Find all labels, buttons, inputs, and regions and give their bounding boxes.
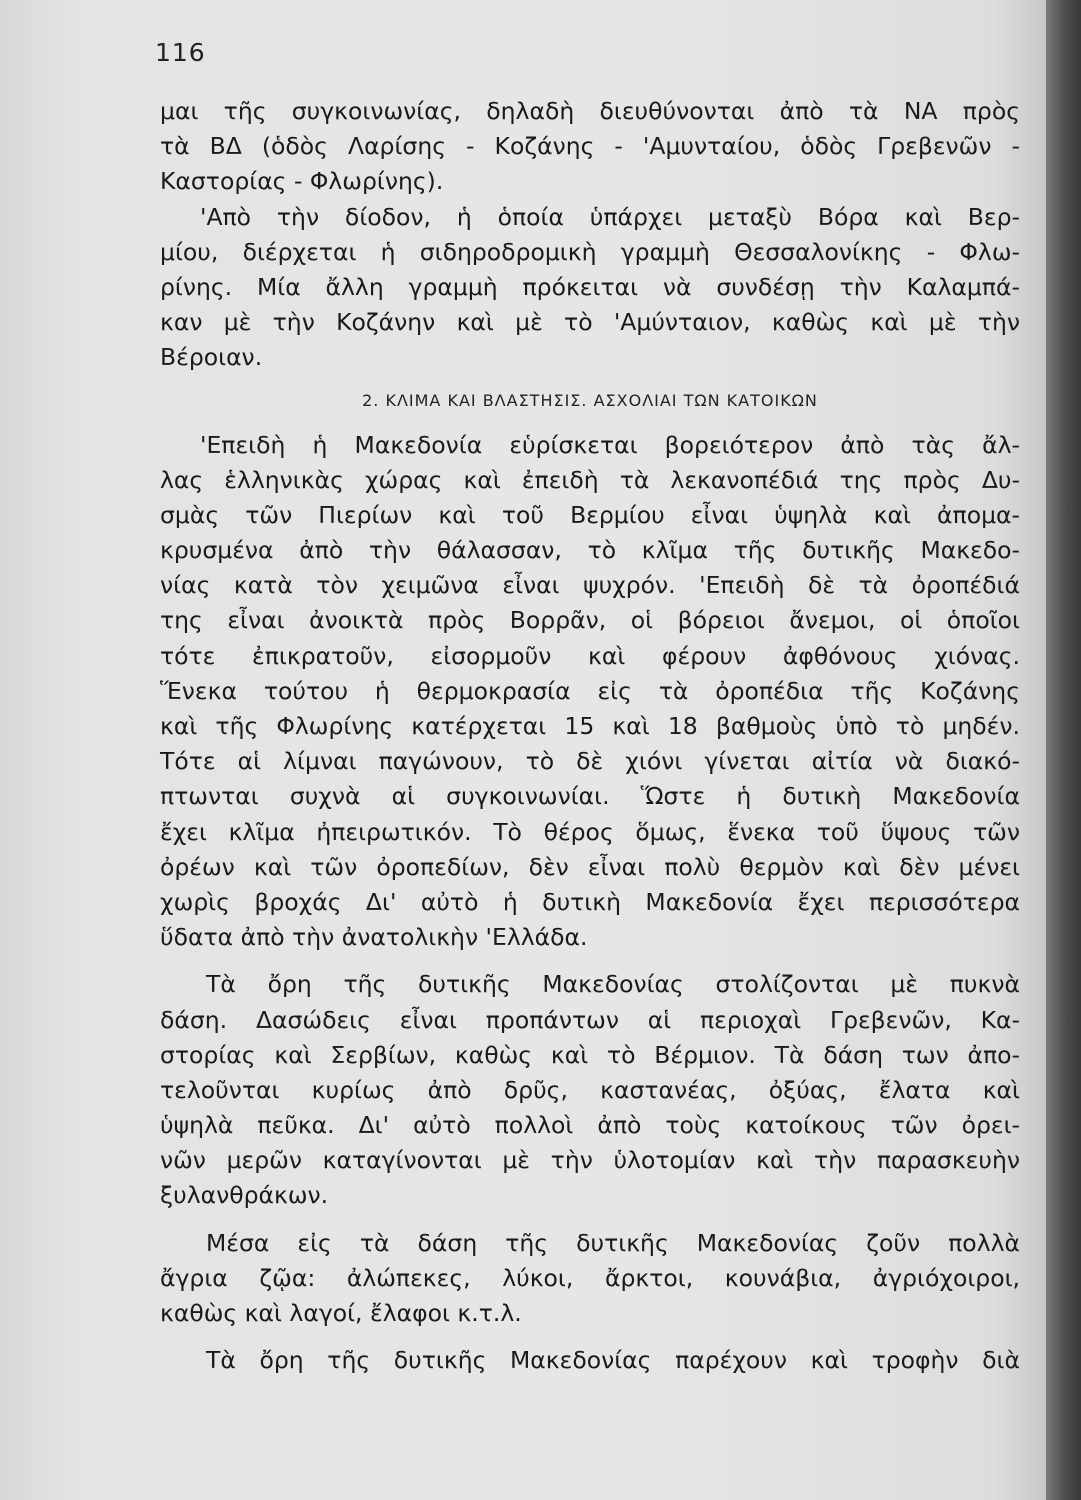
text-line: ὑψηλὰ πεῦκα. Δι' αὐτὸ πολλοὶ ἀπὸ τοὺς κατοίκους τῶν ὀρει- bbox=[160, 1111, 1020, 1140]
page-edge-shadow bbox=[1046, 0, 1081, 1500]
text-line: καν μὲ τὴν Κοζάνην καὶ μὲ τὸ 'Αμύνταιον, καθὼς καὶ μὲ τὴν bbox=[160, 308, 1020, 337]
text-line: καθὼς καὶ λαγοί, ἔλαφοι κ.τ.λ. bbox=[160, 1299, 522, 1327]
text-line: μαι τῆς συγκοινωνίας, δηλαδὴ διευθύνονται ἀπὸ τὰ ΝΑ πρὸς bbox=[160, 97, 1020, 125]
text-line: νίας κατὰ τὸν χειμῶνα εἶναι ψυχρόν. 'Επειδὴ δὲ τὰ ὀροπέδιά bbox=[160, 571, 1020, 600]
text-line: 'Απὸ τὴν δίοδον, ἡ ὁποία ὑπάρχει μεταξὺ Βόρα καὶ Βερ- bbox=[200, 202, 1020, 231]
text-line: Τότε αἱ λίμναι παγώνουν, τὸ δὲ χιόνι γίνεται αἰτία νὰ διακό- bbox=[160, 747, 1020, 776]
text-line: νῶν μερῶν καταγίνονται μὲ τὴν ὑλοτομίαν καὶ τὴν παρασκευὴν bbox=[160, 1146, 1020, 1175]
text-line: τελοῦνται κυρίως ἀπὸ δρῦς, καστανέας, ὀξύας, ἔλατα καὶ bbox=[160, 1075, 1020, 1104]
text-line: ρίνης. Μία ἄλλη γραμμὴ πρόκειται νὰ συνδέσῃ τὴν Καλαμπά- bbox=[160, 272, 1020, 301]
page-number: 116 bbox=[155, 38, 206, 67]
text-line: μίου, διέρχεται ἡ σιδηροδρομικὴ γραμμὴ Θεσσαλονίκης - Φλω- bbox=[160, 237, 1020, 266]
text-line: Τὰ ὄρη τῆς δυτικῆς Μακεδονίας στολίζονται μὲ πυκνὰ bbox=[206, 970, 1020, 999]
text-line: στορίας καὶ Σερβίων, καθὼς καὶ τὸ Βέρμιον. Τὰ δάση των ἀπο- bbox=[160, 1040, 1020, 1069]
text-line: Βέροιαν. bbox=[160, 343, 263, 372]
text-line: ἄγρια ζῷα: ἀλώπεκες, λύκοι, ἄρκτοι, κουνάβια, ἀγριόχοιροι, bbox=[160, 1263, 1020, 1292]
animals-paragraph bbox=[160, 1226, 1020, 1332]
text-line: της εἶναι ἀνοικτὰ πρὸς Βορρᾶν, οἱ βόρειοι ἄνεμοι, οἱ ὁποῖοι bbox=[160, 606, 1020, 635]
text-line: ὀρέων καὶ τῶν ὀροπεδίων, δὲν εἶναι πολὺ θερμὸν καὶ δὲν μένει bbox=[160, 852, 1020, 881]
text-line: τὰ ΒΔ (ὁδὸς Λαρίσης - Κοζάνης - 'Αμυνταίου, ὁδὸς Γρεβενῶν - bbox=[160, 132, 1020, 161]
text-line: Καστορίας - Φλωρίνης). bbox=[160, 167, 444, 196]
text-line: πτωνται συχνὰ αἱ συγκοινωνίαι. Ὥστε ἡ δυτικὴ Μακεδονία bbox=[160, 782, 1020, 811]
text-line: Τὰ ὄρη τῆς δυτικῆς Μακεδονίας παρέχουν καὶ τροφὴν διὰ bbox=[206, 1346, 1020, 1375]
text-line: δάση. Δασώδεις εἶναι προπάντων αἱ περιοχαὶ Γρεβενῶν, Κα- bbox=[160, 1005, 1020, 1034]
text-line: ἔχει κλῖμα ἠπειρωτικόν. Τὸ θέρος ὅμως, ἕνεκα τοῦ ὕψους τῶν bbox=[160, 817, 1020, 846]
text-line: Ἕνεκα τούτου ἡ θερμοκρασία εἰς τὰ ὀροπέδια τῆς Κοζάνης bbox=[160, 676, 1020, 705]
text-line: τότε ἐπικρατοῦν, εἰσορμοῦν καὶ φέρουν ἀφθόνους χιόνας. bbox=[160, 641, 1020, 670]
text-line: ὕδατα ἀπὸ τὴν ἀνατολικὴν 'Ελλάδα. bbox=[160, 923, 588, 952]
text-line: ξυλανθράκων. bbox=[160, 1181, 329, 1210]
forests-paragraph bbox=[160, 967, 1020, 1213]
climate-paragraph bbox=[160, 428, 1020, 956]
mountains-paragraph bbox=[160, 1343, 1020, 1378]
text-line: χωρὶς βροχάς Δι' αὐτὸ ἡ δυτικὴ Μακεδονία ἔχει περισσότερα bbox=[160, 887, 1020, 916]
text-line: Μέσα εἰς τὰ δάση τῆς δυτικῆς Μακεδονίας ζοῦν πολλὰ bbox=[206, 1228, 1020, 1257]
text-line: καὶ τῆς Φλωρίνης κατέρχεται 15 καὶ 18 βαθμοὺς ὑπὸ τὸ μηδέν. bbox=[160, 712, 1020, 740]
text-line: κρυσμένα ἀπὸ τὴν θάλασσαν, τὸ κλῖμα τῆς δυτικῆς Μακεδο- bbox=[160, 536, 1020, 565]
section-heading: 2. ΚΛΙΜΑ ΚΑΙ ΒΛΑΣΤΗΣΙΣ. ΑΣΧΟΛΙΑΙ ΤΩΝ ΚΑΤΟΙΚΩΝ bbox=[362, 390, 818, 410]
text-line: λας ἑλληνικὰς χώρας καὶ ἐπειδὴ τὰ λεκανοπέδιά της πρὸς Δυ- bbox=[160, 465, 1020, 494]
text-line: σμὰς τῶν Πιερίων καὶ τοῦ Βερμίου εἶναι ὑψηλὰ καὶ ἀπομα- bbox=[160, 500, 1020, 529]
text-line: 'Επειδὴ ἡ Μακεδονία εὑρίσκεται βορειότερον ἀπὸ τὰς ἄλ- bbox=[200, 430, 1020, 459]
intro-paragraph bbox=[160, 94, 1020, 376]
page-body bbox=[160, 94, 1020, 1378]
